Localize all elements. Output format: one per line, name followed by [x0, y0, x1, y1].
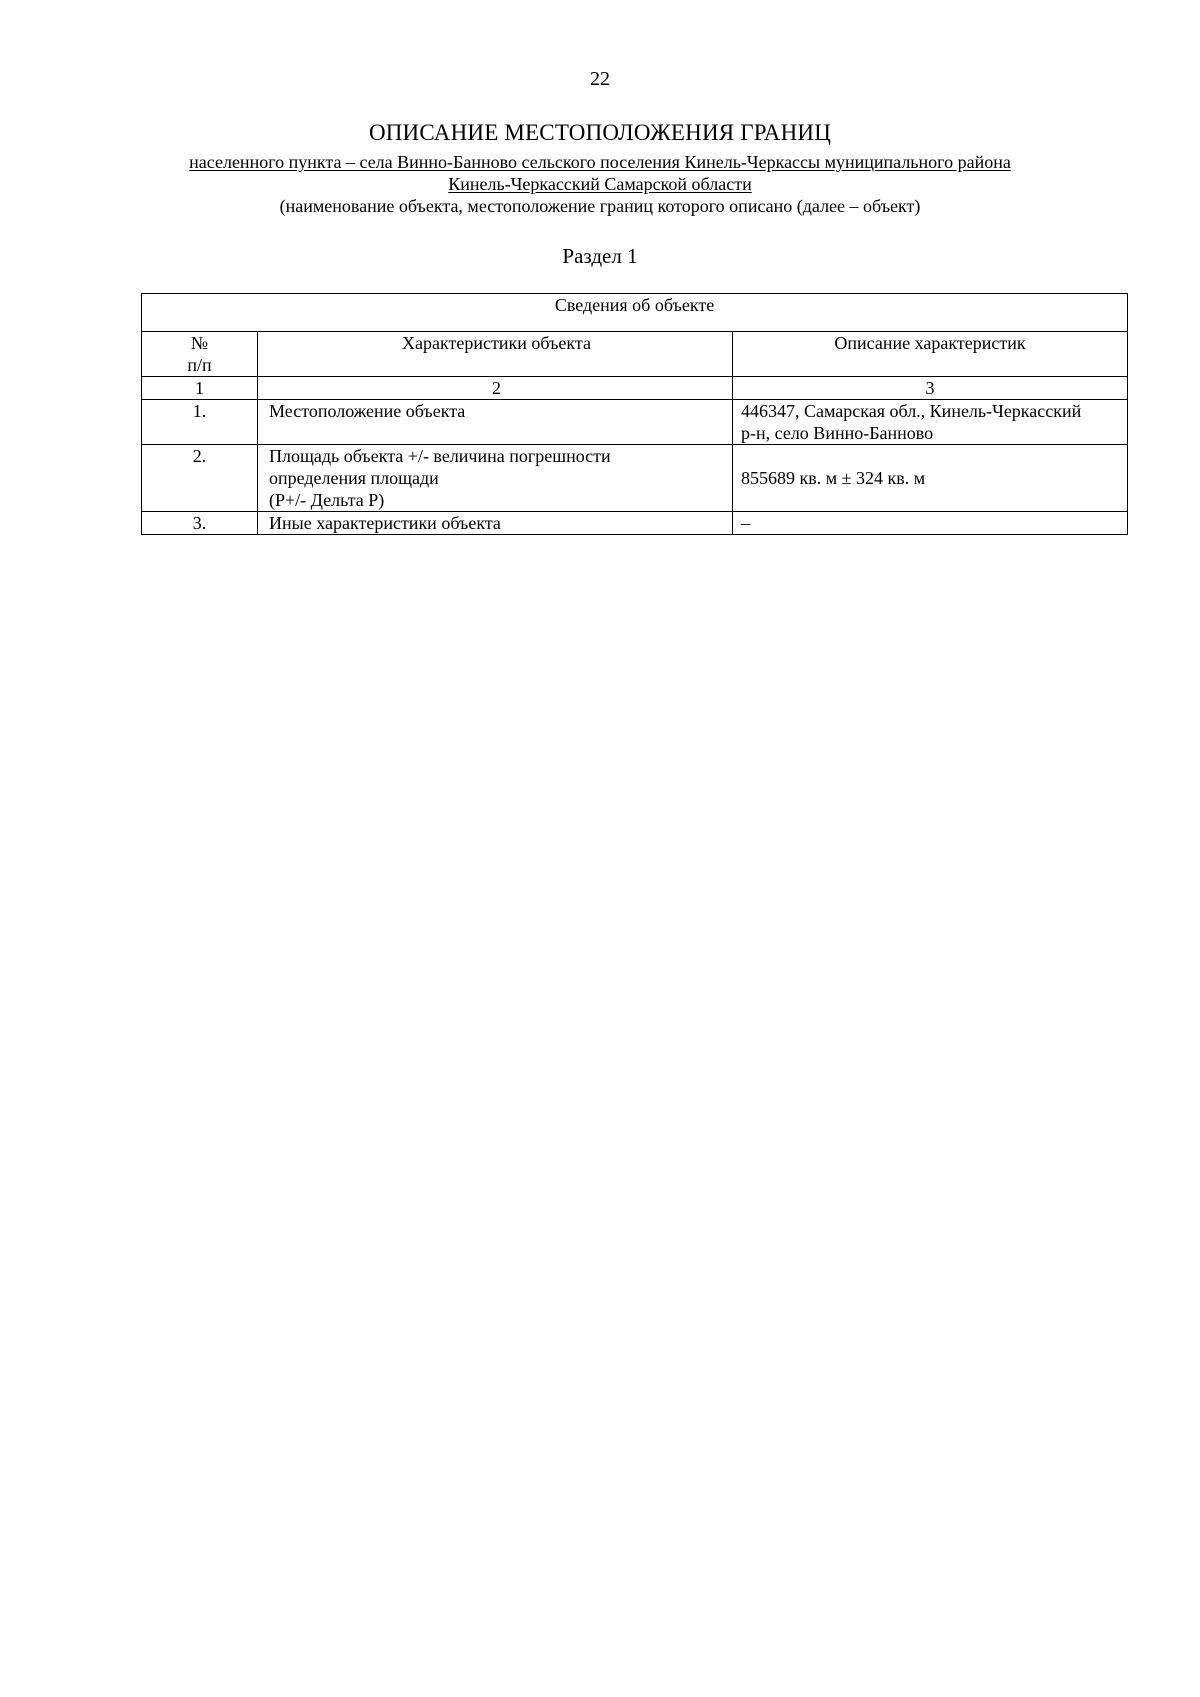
row-characteristic-line: определения площади: [269, 468, 439, 488]
table-caption-row: [142, 294, 1128, 332]
document-title: ОПИСАНИЕ МЕСТОПОЛОЖЕНИЯ ГРАНИЦ: [368, 120, 832, 145]
row-characteristic: Местоположение объекта: [258, 400, 733, 445]
table-caption: Сведения об объекте: [142, 294, 1128, 332]
header-characteristic: Характеристики объекта: [258, 332, 733, 377]
section-heading: Раздел 1: [562, 244, 638, 268]
table-row: [142, 445, 1128, 512]
column-number: 3: [733, 377, 1128, 400]
row-characteristic: Иные характеристики объекта: [258, 512, 733, 535]
row-description: –: [733, 512, 1128, 535]
table-row: [142, 512, 1128, 535]
header-number: [142, 332, 258, 377]
row-characteristic-line: (Р+/- Дельта Р): [269, 490, 385, 510]
row-number: 2.: [142, 445, 258, 512]
row-description-line: р-н, село Винно-Банново: [741, 423, 934, 443]
column-number: 2: [258, 377, 733, 400]
object-name: [0, 151, 1200, 195]
header-number-line-1: №: [190, 333, 209, 353]
column-number-row: [142, 377, 1128, 400]
row-description: [733, 400, 1128, 445]
header-number-line-2: п/п: [187, 355, 212, 375]
column-number: 1: [142, 377, 258, 400]
header-description: Описание характеристик: [733, 332, 1128, 377]
object-name-line-1: населенного пункта – села Винно-Банново сельского поселения Кинель-Черкассы муниципального района: [189, 152, 1011, 172]
table-row: [142, 400, 1128, 445]
object-name-line-2: Кинель-Черкасский Самарской области: [448, 174, 752, 194]
object-name-caption: (наименование объекта, местоположение границ которого описано (далее – объект): [279, 196, 921, 216]
page-number: 22: [590, 68, 610, 90]
row-characteristic-line: Площадь объекта +/- величина погрешности: [269, 446, 611, 466]
table-header-row: [142, 332, 1128, 377]
row-characteristic: [258, 445, 733, 512]
row-number: 1.: [142, 400, 258, 445]
row-description: 855689 кв. м ± 324 кв. м: [733, 445, 1128, 512]
row-description-line: 446347, Самарская обл., Кинель-Черкасский: [741, 401, 1082, 421]
object-info-table: [141, 293, 1128, 535]
row-number: 3.: [142, 512, 258, 535]
